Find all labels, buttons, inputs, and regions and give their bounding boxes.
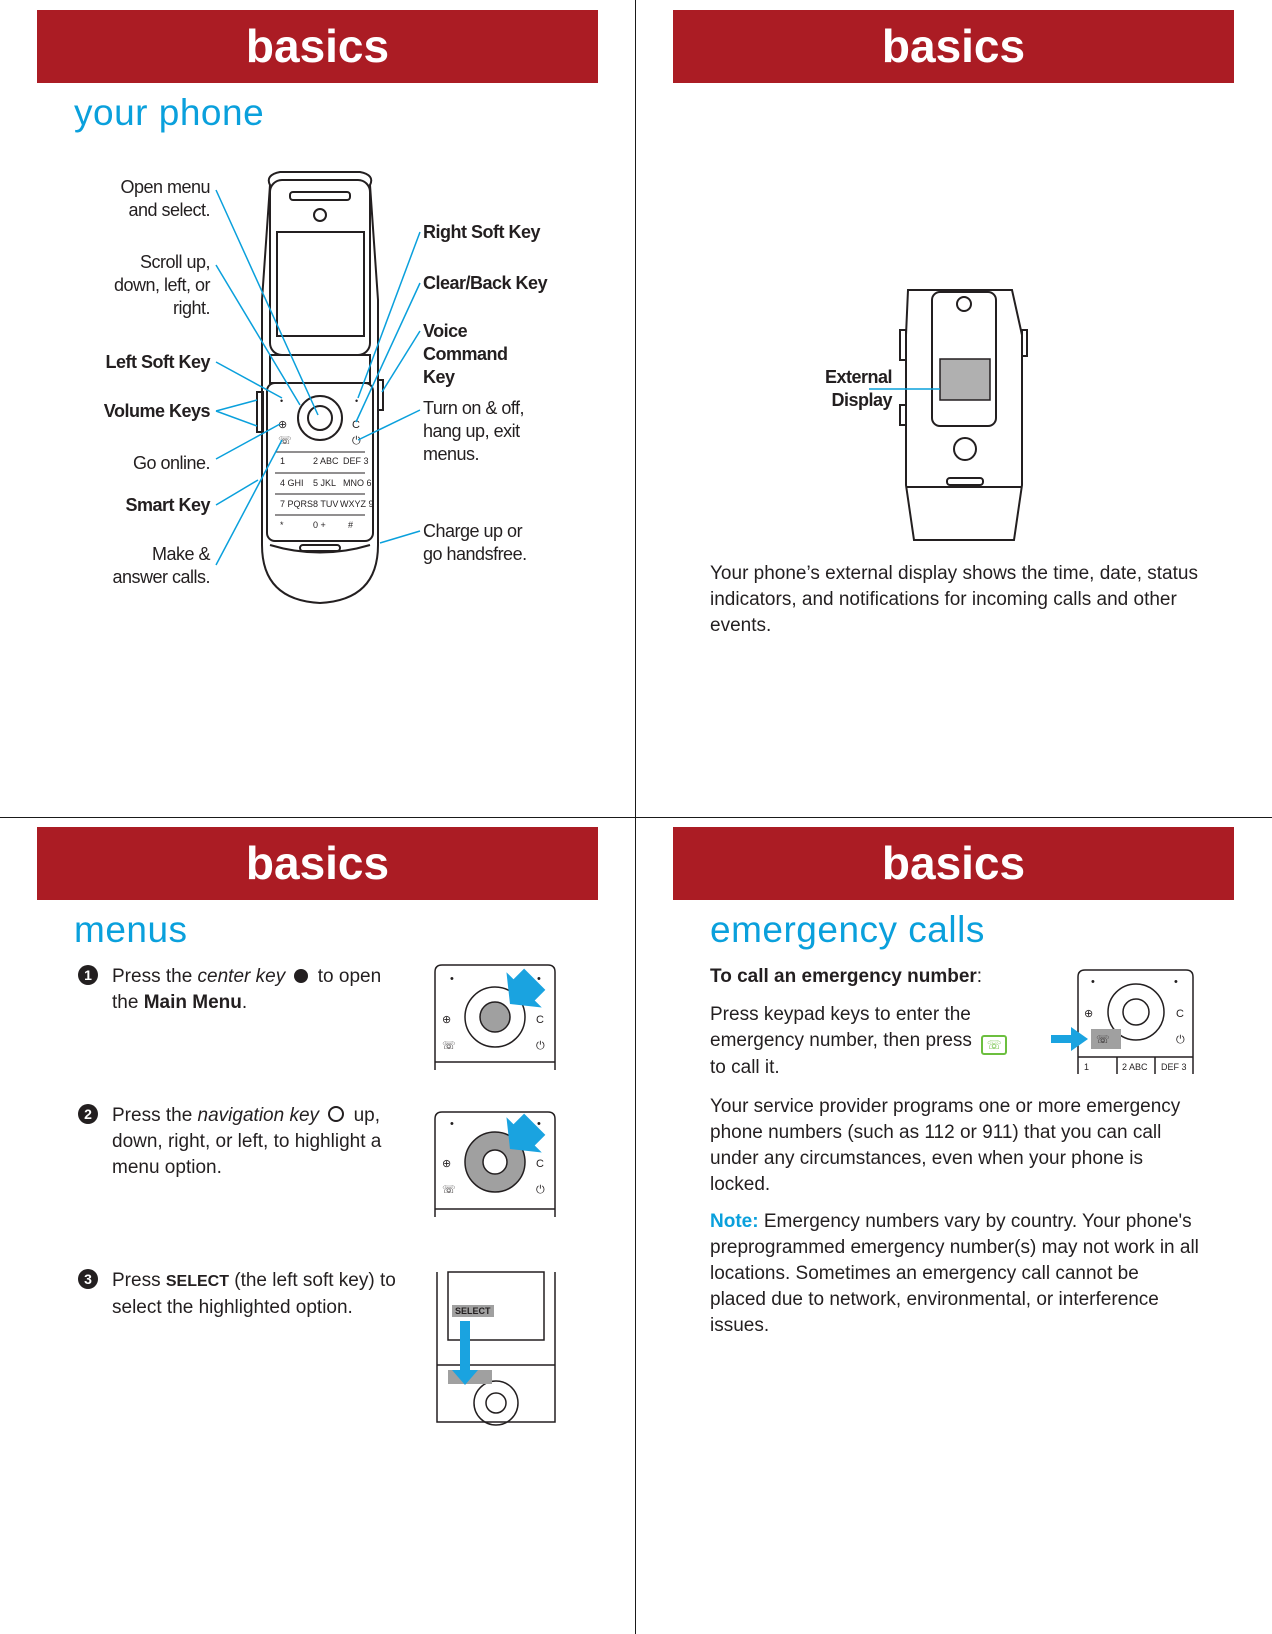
section-title-emergency-calls: emergency calls xyxy=(710,909,985,950)
svg-text:☏: ☏ xyxy=(1096,1034,1110,1046)
end-key-icon: ⏻ xyxy=(352,435,361,447)
phone-outline xyxy=(262,172,378,603)
clear-key-icon: C xyxy=(352,419,360,431)
camera-lens-icon xyxy=(957,297,971,311)
side-key-right xyxy=(1022,330,1027,356)
external-display-screen xyxy=(940,359,990,400)
panel-your-phone xyxy=(0,0,636,817)
center-key-highlight xyxy=(480,1002,510,1032)
callout-clear-back-key: Clear/Back Key xyxy=(423,273,548,293)
illustration-navigation-key xyxy=(435,1107,555,1217)
svg-text:•: • xyxy=(1091,976,1095,988)
instruction-pre: Press keypad keys to enter the emergency number, then press xyxy=(710,1004,972,1051)
section-title-your-phone: your phone xyxy=(74,92,265,133)
send-key-icon: ☏ xyxy=(278,435,292,447)
phone-connector xyxy=(300,545,340,551)
svg-text:⊕: ⊕ xyxy=(442,1158,452,1170)
key-0: 0 + xyxy=(313,520,326,530)
svg-text:•: • xyxy=(537,973,541,985)
right-soft-key-dot: • xyxy=(355,396,359,406)
callout-external-display: External Display xyxy=(824,367,892,410)
navigation-key xyxy=(298,396,342,440)
select-label: SELECT xyxy=(455,1306,491,1316)
step-number-3: 3 xyxy=(78,1269,98,1289)
step-2-em: navigation key xyxy=(197,1105,320,1126)
phone-earpiece xyxy=(290,192,350,200)
web-key-icon: ⊕ xyxy=(278,419,288,431)
callout-smart-key: Smart Key xyxy=(125,495,210,515)
blue-arrow-shaft xyxy=(460,1321,470,1371)
motorola-logo-icon xyxy=(954,438,976,460)
note-label: Note: xyxy=(710,1211,759,1232)
emergency-description: Your service provider programs one or more emergency phone numbers (such as 112 or 911) that you can call under any circumstances, even when your phone is locked. xyxy=(710,1096,1181,1195)
menu-step-illustrations xyxy=(0,817,636,1634)
mini-key-1: 1 xyxy=(1084,1062,1090,1072)
key-star: * xyxy=(280,520,284,530)
svg-text:⏻: ⏻ xyxy=(536,1184,545,1196)
step-1-em: center key xyxy=(197,966,286,987)
svg-text:⊕: ⊕ xyxy=(442,1014,452,1026)
key-2: 2 ABC xyxy=(313,456,339,466)
step-3-post: (the left soft key) to select the highlighted option. xyxy=(112,1270,396,1318)
send-key-icon: ☏ xyxy=(981,1035,1007,1055)
callout-left-soft-key: Left Soft Key xyxy=(105,352,210,372)
svg-text:•: • xyxy=(1174,976,1178,988)
banner-basics: basics xyxy=(37,10,598,83)
callout-go-online: Go online. xyxy=(132,453,210,473)
svg-text:•: • xyxy=(450,973,454,985)
key-7: 7 PQRS xyxy=(280,499,314,509)
step-1-pre: Press the xyxy=(112,966,198,987)
svg-text:•: • xyxy=(450,1118,454,1130)
step-2-pre: Press the xyxy=(112,1105,198,1126)
step-number-1: 1 xyxy=(78,965,98,985)
panel-menus xyxy=(0,817,636,1634)
callout-make-answer: Make & answer calls. xyxy=(112,544,210,587)
step-number-2: 2 xyxy=(78,1104,98,1124)
svg-text:☏: ☏ xyxy=(442,1184,456,1196)
panel-external-display xyxy=(636,0,1272,817)
mini-key-2: 2 ABC xyxy=(1122,1062,1148,1072)
phone-screen xyxy=(277,232,364,336)
svg-text:⊕: ⊕ xyxy=(1084,1008,1094,1020)
step-1-end: . xyxy=(241,992,248,1013)
external-display-description: Your phone’s external display shows the time, date, status indicators, and notifications for incoming calls and other events. xyxy=(710,563,1198,636)
panel-emergency-calls xyxy=(636,817,1272,1634)
key-9: WXYZ 9 xyxy=(340,499,374,509)
callout-right-soft-key: Right Soft Key xyxy=(423,222,540,242)
callout-volume-keys: Volume Keys xyxy=(103,401,210,421)
step-3-pre: Press xyxy=(112,1270,166,1291)
section-title-menus: menus xyxy=(74,909,188,950)
phone-upper-housing xyxy=(270,180,370,355)
step-1-bold: Main Menu xyxy=(143,992,242,1013)
instruction-post: to call it. xyxy=(710,1057,780,1078)
svg-text:C: C xyxy=(536,1014,544,1026)
svg-text:☏: ☏ xyxy=(442,1040,456,1052)
banner-basics: basics xyxy=(673,10,1234,83)
motorola-logo-icon xyxy=(314,209,326,221)
callout-open-menu: Open menu and select. xyxy=(120,177,210,220)
side-key-left xyxy=(900,330,906,360)
phone-diagram xyxy=(0,0,636,817)
side-key-right xyxy=(378,380,383,410)
mini-keypad xyxy=(1084,1062,1187,1072)
banner-basics: basics xyxy=(673,827,1234,900)
svg-text:C: C xyxy=(536,1158,544,1170)
key-4: 4 GHI xyxy=(280,478,304,488)
svg-text:•: • xyxy=(537,1118,541,1130)
mini-key-3: DEF 3 xyxy=(1161,1062,1187,1072)
key-3: DEF 3 xyxy=(343,456,369,466)
callout-charge: Charge up or go handsfree. xyxy=(423,521,527,564)
center-key xyxy=(308,406,332,430)
closed-phone-outline xyxy=(906,290,1022,540)
blue-arrow-icon xyxy=(1051,1027,1088,1051)
step-2-post: up, down, right, or left, to highlight a menu option. xyxy=(112,1105,382,1178)
svg-text:C: C xyxy=(1176,1008,1184,1020)
step-1-post: to open the xyxy=(112,966,382,1013)
emergency-lead-bold: To call an emergency number xyxy=(710,966,977,987)
closed-phone-diagram xyxy=(636,0,1272,817)
illustration-center-key xyxy=(435,962,555,1070)
key-5: 5 JKL xyxy=(313,478,337,488)
step-3-key: SELECT xyxy=(165,1273,229,1290)
emergency-lead-end: : xyxy=(976,966,983,987)
key-1: 1 xyxy=(280,456,286,466)
emergency-note xyxy=(710,1209,1200,1339)
key-6: MNO 6 xyxy=(343,478,372,488)
keypad-grid xyxy=(280,456,374,530)
svg-text:⏻: ⏻ xyxy=(1176,1034,1185,1046)
volume-keys-side xyxy=(257,392,263,432)
callout-power-end: Turn on & off, hang up, exit menus. xyxy=(423,398,525,464)
illustration-select-key xyxy=(437,1272,555,1425)
note-text: Emergency numbers vary by country. Your phone's preprogrammed emergency number(s) may not work in all locations. Sometimes an emergency call cannot be placed due to network, environmental, or interference issues. xyxy=(710,1211,1199,1336)
key-8: 8 TUV xyxy=(313,499,339,509)
key-hash: # xyxy=(348,520,354,530)
callout-scroll: Scroll up, down, left, or right. xyxy=(113,252,210,318)
callout-voice-command-key: Voice Command Key xyxy=(423,321,508,387)
svg-text:⏻: ⏻ xyxy=(536,1040,545,1052)
banner-basics: basics xyxy=(37,827,598,900)
left-soft-key-dot: • xyxy=(280,396,284,406)
